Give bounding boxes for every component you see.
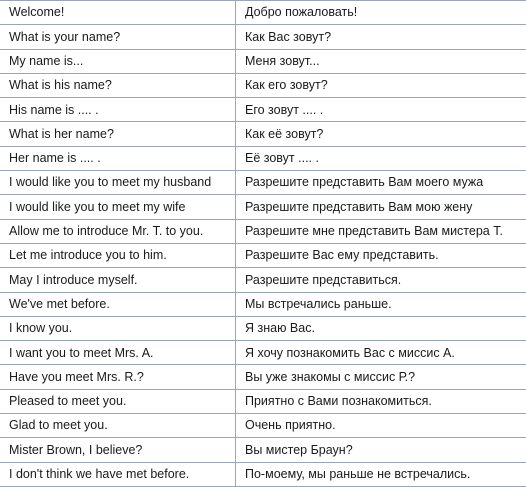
english-phrase-cell: Allow me to introduce Mr. T. to you.: [0, 219, 236, 243]
russian-phrase-cell: Разрешите представиться.: [236, 268, 526, 292]
russian-phrase-cell: Я знаю Вас.: [236, 316, 526, 340]
table-row: [0, 438, 526, 462]
table-row: [0, 341, 526, 365]
table-row: [0, 365, 526, 389]
english-phrase-cell: I would like you to meet my wife: [0, 195, 236, 219]
english-phrase-cell: Glad to meet you.: [0, 414, 236, 438]
table-row: [0, 243, 526, 267]
russian-phrase-cell: Разрешите мне представить Вам мистера Т.: [236, 219, 526, 243]
table-row: [0, 292, 526, 316]
russian-phrase-cell: Меня зовут...: [236, 49, 526, 73]
table-row: [0, 219, 526, 243]
english-phrase-cell: Pleased to meet you.: [0, 389, 236, 413]
english-phrase-cell: My name is...: [0, 49, 236, 73]
table-row: [0, 195, 526, 219]
russian-phrase-cell: По-моему, мы раньше не встречались.: [236, 462, 526, 486]
russian-phrase-cell: Разрешите представить Вам моего мужа: [236, 171, 526, 195]
table-row: [0, 49, 526, 73]
russian-phrase-cell: Очень приятно.: [236, 414, 526, 438]
table-row: [0, 171, 526, 195]
english-phrase-cell: Let me introduce you to him.: [0, 243, 236, 267]
russian-phrase-cell: Приятно с Вами познакомиться.: [236, 389, 526, 413]
russian-phrase-cell: Я хочу познакомить Вас с миссис А.: [236, 341, 526, 365]
english-phrase-cell: Mister Brown, I believe?: [0, 438, 236, 462]
table-row: [0, 1, 526, 25]
table-row: [0, 25, 526, 49]
table-row: [0, 316, 526, 340]
english-phrase-cell: Welcome!: [0, 1, 236, 25]
russian-phrase-cell: Разрешите Вас ему представить.: [236, 243, 526, 267]
russian-phrase-cell: Её зовут .... .: [236, 146, 526, 170]
russian-phrase-cell: Мы встречались раньше.: [236, 292, 526, 316]
table-row: [0, 268, 526, 292]
english-phrase-cell: What is your name?: [0, 25, 236, 49]
english-phrase-cell: May I introduce myself.: [0, 268, 236, 292]
russian-phrase-cell: Вы уже знакомы с миссис Р.?: [236, 365, 526, 389]
russian-phrase-cell: Вы мистер Браун?: [236, 438, 526, 462]
table-row: [0, 414, 526, 438]
table-row: [0, 146, 526, 170]
russian-phrase-cell: Его зовут .... .: [236, 98, 526, 122]
english-phrase-cell: I don't think we have met before.: [0, 462, 236, 486]
table-row: [0, 389, 526, 413]
english-phrase-cell: I want you to meet Mrs. A.: [0, 341, 236, 365]
english-phrase-cell: We've met before.: [0, 292, 236, 316]
phrase-table-body: [0, 1, 526, 487]
english-phrase-cell: Have you meet Mrs. R.?: [0, 365, 236, 389]
english-phrase-cell: What is her name?: [0, 122, 236, 146]
russian-phrase-cell: Как её зовут?: [236, 122, 526, 146]
russian-phrase-cell: Разрешите представить Вам мою жену: [236, 195, 526, 219]
english-phrase-cell: I would like you to meet my husband: [0, 171, 236, 195]
english-phrase-cell: Her name is .... .: [0, 146, 236, 170]
russian-phrase-cell: Как его зовут?: [236, 73, 526, 97]
russian-phrase-cell: Как Вас зовут?: [236, 25, 526, 49]
table-row: [0, 122, 526, 146]
table-row: [0, 98, 526, 122]
english-phrase-cell: I know you.: [0, 316, 236, 340]
table-row: [0, 73, 526, 97]
english-phrase-cell: His name is .... .: [0, 98, 236, 122]
russian-phrase-cell: Добро пожаловать!: [236, 1, 526, 25]
english-phrase-cell: What is his name?: [0, 73, 236, 97]
